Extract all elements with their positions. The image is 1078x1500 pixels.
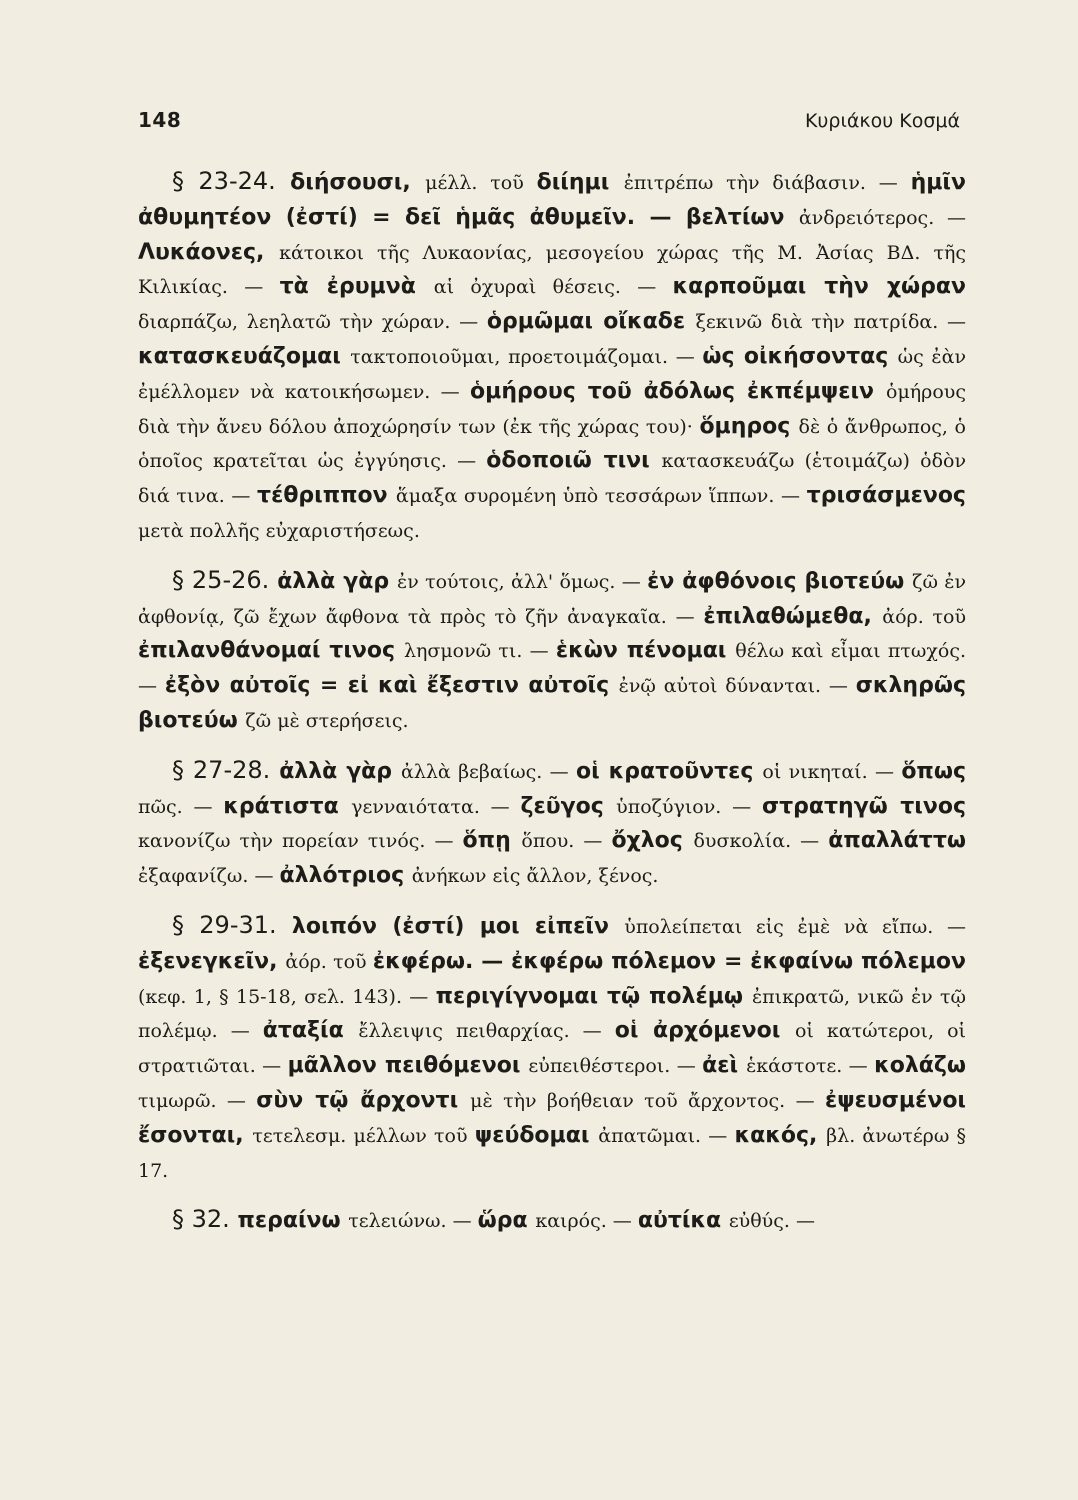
- gloss-text: δὲ ὁ ἄνθρωπος, ὁ ὁποῖος κρατεῖται ὡς ἐγγύησις. —: [138, 415, 966, 473]
- lemma-term: ἀπαλλάττω: [828, 828, 966, 854]
- lemma-term: περαίνω: [237, 1208, 349, 1234]
- lemma-term: κολάζω: [874, 1053, 966, 1079]
- section-number: § 27-28.: [172, 755, 280, 784]
- gloss-text: ὑποζύγιον. —: [616, 795, 762, 818]
- lemma-term: τὰ ἐρυμνὰ: [279, 274, 434, 300]
- lemma-term: περιγίγνομαι τῷ πολέμῳ: [435, 983, 752, 1009]
- running-head: [138, 108, 960, 144]
- lemma-term: ὁμήρους τοῦ ἀδόλως ἐκπέμψειν: [470, 378, 887, 404]
- lemma-term: οἱ κρατοῦντες: [575, 758, 763, 784]
- gloss-text: ἐξαφανίζω. —: [138, 865, 280, 888]
- lemma-term: τρισάσμενος: [806, 483, 966, 509]
- gloss-text: τετελεσμ. μέλλων τοῦ: [252, 1124, 475, 1147]
- lemma-term: τέθριππον: [257, 483, 396, 509]
- gloss-text: ἑκάστοτε. —: [746, 1055, 875, 1078]
- gloss-text: δυσκολία. —: [693, 830, 829, 853]
- gloss-text: γενναιότατα. —: [351, 795, 521, 818]
- gloss-text: αἱ ὀχυραὶ θέσεις. —: [433, 276, 673, 299]
- lemma-term: ἐπιλανθάνομαί τινος: [138, 638, 404, 664]
- lemma-term: κατασκευάζομαι: [138, 343, 351, 369]
- gloss-text: ὁμήρους διὰ τὴν ἄνευ δόλου ἀποχώρησίν των (ἐκ τῆς χώρας του)·: [138, 380, 966, 438]
- gloss-text: ζῶ μὲ στερήσεις.: [245, 709, 409, 732]
- lemma-term: σκληρῶς βιοτεύω: [138, 673, 966, 733]
- gloss-text: ἔλλειψις πειθαρχίας. —: [358, 1020, 615, 1043]
- gloss-text: ὅπου. —: [521, 830, 612, 853]
- lemma-term: ὁρμῶμαι οἴκαδε: [486, 309, 696, 335]
- gloss-text: ἀόρ. τοῦ: [285, 950, 373, 973]
- gloss-text: ἀπατῶμαι. —: [598, 1124, 735, 1147]
- gloss-text: οἱ κατώτεροι, οἱ στρατιῶται. —: [138, 1020, 966, 1078]
- lemma-term: ἐπιλαθώμεθα,: [703, 603, 883, 629]
- lemma-term: ἐν ἀφθόνοις βιοτεύω: [647, 568, 913, 594]
- lemma-term: κακός,: [734, 1122, 827, 1148]
- running-title: Κυριάκου Κοσμά: [804, 110, 960, 132]
- lemma-term: ὅπῃ: [462, 828, 522, 854]
- lemma-term: ζεῦγος: [520, 793, 617, 819]
- gloss-text: μὲ τὴν βοήθειαν τοῦ ἄρχοντος. —: [470, 1089, 825, 1112]
- gloss-text: ἀλλὰ βεβαίως. —: [401, 760, 576, 783]
- lemma-term: ἀλλὰ γὰρ: [279, 758, 401, 784]
- lemma-term: διίημι: [536, 170, 624, 195]
- gloss-text: κατασκευάζω (ἑτοιμάζω) ὁδὸν διά τινα. —: [138, 450, 966, 508]
- gloss-text: ζῶ ἐν ἀφθονίᾳ, ζῶ ἔχων ἄφθονα τὰ πρὸς τὸ ζῆν ἀναγκαῖα. —: [138, 570, 967, 628]
- gloss-text: μέλλ. τοῦ: [425, 172, 537, 194]
- lemma-term: ὡς οἰκήσοντας: [702, 343, 898, 369]
- paragraph-32: [138, 1203, 966, 1239]
- gloss-text: βλ. ἀνωτέρω § 17.: [138, 1124, 967, 1182]
- gloss-text: οἱ νικηταί. —: [762, 760, 902, 783]
- lemma-term: Λυκάονες,: [138, 239, 280, 265]
- gloss-text: ἐν τούτοις, ἀλλ' ὅμως. —: [397, 570, 648, 593]
- lemma-term: ἐξενεγκεῖν,: [138, 948, 286, 974]
- lemma-term: ἀλλότριος: [279, 863, 412, 889]
- gloss-text: ἐπικρατῶ, νικῶ ἐν τῷ πολέμῳ. —: [138, 985, 966, 1043]
- gloss-text: πῶς. —: [138, 795, 224, 818]
- section-number: § 29-31.: [172, 910, 292, 939]
- lemma-term: στρατηγῶ τινος: [761, 793, 966, 819]
- lemma-term: σὺν τῷ ἄρχοντι: [256, 1087, 471, 1113]
- section-number: § 25-26.: [172, 565, 278, 594]
- lemma-term: ἀεὶ: [702, 1053, 747, 1079]
- gloss-text: ἐπιτρέπω τὴν διάβασιν. —: [623, 172, 911, 194]
- lemma-term: μᾶλλον πειθόμενοι: [287, 1053, 529, 1079]
- lemma-term: ἐκφέρω. — ἐκφέρω πόλεμον = ἐκφαίνω πόλεμον: [372, 948, 966, 974]
- gloss-text: τακτοποιοῦμαι, προετοιμάζομαι. —: [350, 345, 703, 368]
- gloss-text: ξεκινῶ διὰ τὴν πατρίδα. —: [695, 311, 966, 334]
- gloss-text: ἀνήκων εἰς ἄλλον, ξένος.: [411, 865, 659, 888]
- gloss-text: ὡς ἐὰν ἐμέλλομεν νὰ κατοικήσωμεν. —: [138, 345, 966, 403]
- gloss-text: τιμωρῶ. —: [138, 1089, 257, 1112]
- gloss-text: ἀόρ. τοῦ: [882, 605, 966, 628]
- lemma-term: ὁδοποιῶ τινι: [486, 448, 662, 474]
- paragraph-29-31: [138, 909, 966, 1188]
- lemma-term: ὥρα: [477, 1208, 536, 1234]
- lemma-term: ἑκὼν πένομαι: [555, 638, 736, 664]
- gloss-text: κάτοικοι τῆς Λυκαονίας, μεσογείου χώρας τῆς Μ. Ἀσίας ΒΔ. τῆς Κιλικίας. —: [138, 241, 967, 299]
- paragraph-27-28: [138, 754, 966, 894]
- paragraph-25-26: [138, 564, 966, 739]
- lemma-term: ὅμηρος: [699, 413, 799, 439]
- lemma-term: κράτιστα: [223, 793, 352, 819]
- gloss-text: διαρπάζω, λεηλατῶ τὴν χώραν. —: [138, 311, 487, 334]
- gloss-text: ἐνῷ αὐτοὶ δύνανται. —: [618, 675, 856, 698]
- gloss-text: (κεφ. 1, § 15-18, σελ. 143). —: [138, 985, 436, 1008]
- lemma-term: ὅπως: [901, 758, 966, 784]
- gloss-text: ἀνδρειότερος. —: [798, 206, 966, 229]
- lemma-term: λοιπόν (ἐστί) μοι εἰπεῖν: [291, 913, 625, 939]
- text-body: [138, 165, 966, 1254]
- lemma-term: αὐτίκα: [637, 1208, 729, 1234]
- gloss-text: καιρός. —: [535, 1210, 638, 1233]
- gloss-text: εὐθύς. —: [728, 1210, 815, 1233]
- gloss-text: λησμονῶ τι. —: [403, 640, 556, 663]
- lemma-term: ἐψευσμένοι ἔσονται,: [138, 1087, 967, 1148]
- section-number: § 32.: [172, 1205, 238, 1234]
- page-number: 148: [138, 108, 182, 132]
- lemma-term: ψεύδομαι: [474, 1122, 599, 1148]
- gloss-text: τελειώνω. —: [348, 1210, 478, 1233]
- gloss-text: ἅμαξα συρομένη ὑπὸ τεσσάρων ἵππων. —: [395, 485, 807, 508]
- lemma-term: οἱ ἀρχόμενοι: [614, 1018, 795, 1044]
- lemma-term: ἡμῖν ἀθυμητέον (ἐστί) = δεῖ ἡμᾶς ἀθυμεῖν. — βελτίων: [138, 170, 966, 230]
- lemma-term: διήσουσι,: [290, 170, 426, 195]
- gloss-text: ὑπολείπεται εἰς ἐμὲ νὰ εἴπω. —: [624, 915, 967, 938]
- section-number: § 23-24.: [172, 167, 291, 195]
- lemma-term: ἐξὸν αὐτοῖς = εἰ καὶ ἔξεστιν αὐτοῖς: [164, 673, 619, 699]
- gloss-text: θέλω καὶ εἶμαι πτωχός. —: [138, 640, 966, 698]
- gloss-text: εὐπειθέστεροι. —: [528, 1055, 703, 1078]
- gloss-text: κανονίζω τὴν πορείαν τινός. —: [138, 830, 463, 853]
- gloss-text: μετὰ πολλῆς εὐχαριστήσεως.: [138, 519, 420, 542]
- lemma-term: ἀλλὰ γὰρ: [277, 568, 398, 594]
- paragraph-23-24: [138, 165, 966, 549]
- lemma-term: ἀταξία: [262, 1018, 359, 1044]
- lemma-term: ὄχλος: [611, 828, 694, 854]
- lemma-term: καρποῦμαι τὴν χώραν: [672, 274, 966, 300]
